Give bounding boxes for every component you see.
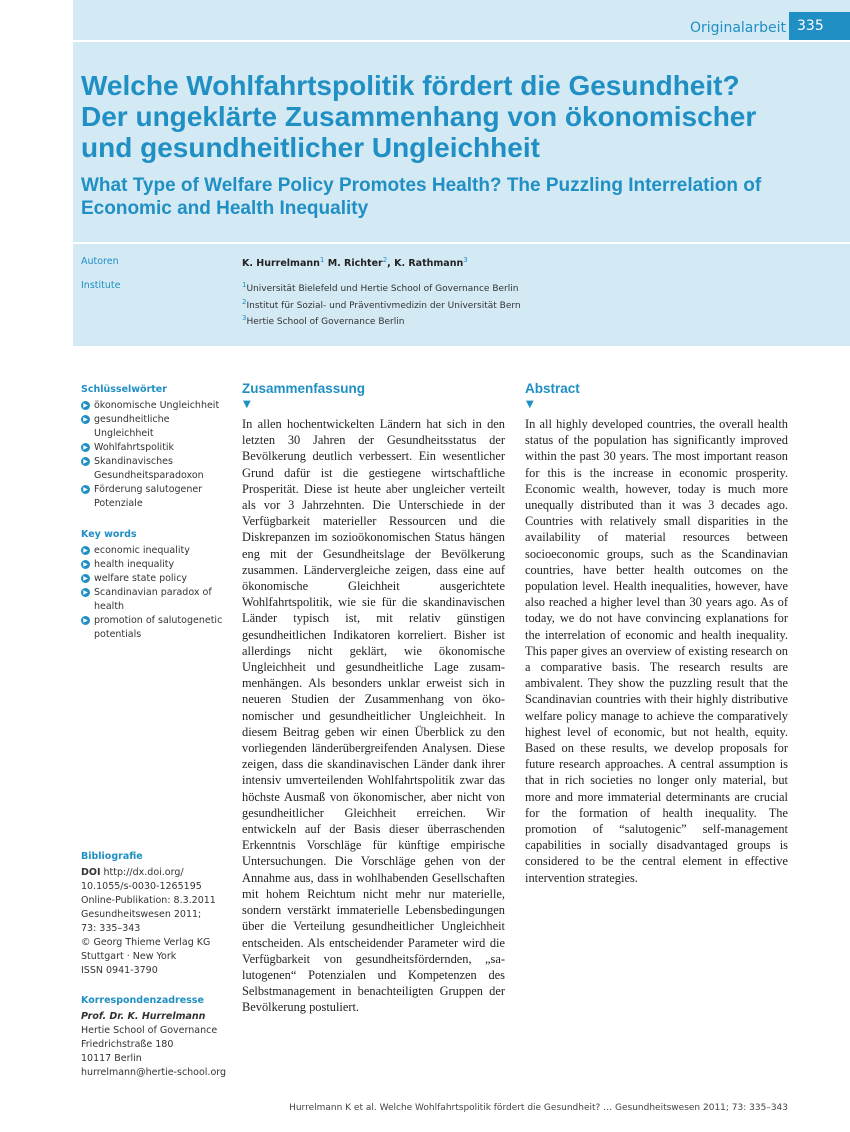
page-number: 335 <box>789 12 850 40</box>
address-line: 10117 Berlin <box>81 1053 142 1064</box>
institute-list <box>242 279 521 329</box>
keywords-en-list <box>81 544 231 642</box>
abstract-en-heading: Abstract <box>525 381 580 396</box>
keyword-text: promotion of salutogenetic <box>94 615 223 626</box>
keyword-item <box>81 413 231 441</box>
keyword-item <box>81 544 231 558</box>
biblio-line: Online-Publikation: 8.3.2011 <box>81 895 216 906</box>
circle-arrow-icon: ▶ <box>81 546 90 555</box>
circle-arrow-icon: ▶ <box>81 560 90 569</box>
institute-number: 2 <box>242 297 247 306</box>
biblio-line: © Georg Thieme Verlag KG <box>81 937 211 948</box>
keywords-en <box>81 528 231 642</box>
author-affiliation: 2 <box>382 256 388 264</box>
abstract-en-text: In all highly developed countries, the overall health status of the population has significantly improved within the past 30 years. The most important reason for this is the increase in economic prosperity. Economic wealth, however, today is much more unequally distributed than it was 3 decades ago. Countries with relatively small disparities in the availability of material resources between socioeconomic groups, such as the Scandinavian countries, have better health outcomes on the population level. Health inequalities, however, have also reached a higher level than 30 years ago. As of today, we do not have convincing explanations for the interrelation of economic and health inequality. This paper gives an overview of existing research on a comparative basis. The research results are ambivalent. They show the puzzling result that the Scandinavian countries with their highly distributive welfare policy manage to achieve the comparatively highest level of economic, but not health, equity. Based on these results, we develop proposals for future research approaches. A central assumption is that in rich societies no longer only material, but more and more immaterial determinants are crucial for the formation of health inequality. The promotion of “salutogenic” self-management capabilities in socially disadvantaged groups is considered to be the central element in effective intervention strategies. <box>525 417 788 885</box>
author-name: K. Rathmann <box>394 258 464 270</box>
keyword-item <box>81 558 231 572</box>
keyword-text: Skandinavisches <box>94 456 173 467</box>
biblio-line: Stuttgart · New York <box>81 951 177 962</box>
author-list: K. Hurrelmann$^1$ M. Richter$^2$, K. Rathmann$^3$ <box>242 256 468 270</box>
correspondence-heading: Korrespondenzadresse <box>81 995 204 1006</box>
keyword-text: Potenziale <box>94 498 143 509</box>
circle-arrow-icon: ▶ <box>81 574 90 583</box>
keyword-item <box>81 399 231 413</box>
keyword-item <box>81 441 231 455</box>
biblio-line: 10.1055/s-0030-1265195 <box>81 881 202 892</box>
article-title-de <box>81 70 821 163</box>
title-en-line: Economic and Health Inequality <box>81 198 369 219</box>
institute-name: Institut für Sozial- und Präventivmedizin der Universität Bern <box>246 300 521 311</box>
biblio-line: Gesundheitswesen 2011; <box>81 909 202 920</box>
circle-arrow-icon: ▶ <box>81 401 90 410</box>
keyword-text: ökonomische Ungleichheit <box>94 400 220 411</box>
institute-name: Hertie School of Governance Berlin <box>246 317 405 327</box>
address-line: Hertie School of Governance <box>81 1025 218 1036</box>
biblio-line: 73: 335–343 <box>81 923 141 934</box>
doi-label: DOI <box>81 867 101 878</box>
institutes-label: Institute <box>81 280 121 291</box>
keyword-item <box>81 572 231 586</box>
keyword-text: Wohlfahrtspolitik <box>94 442 175 453</box>
circle-arrow-icon: ▶ <box>81 616 90 625</box>
author-name: M. Richter <box>327 258 383 270</box>
circle-arrow-icon: ▶ <box>81 485 90 494</box>
circle-arrow-icon: ▶ <box>81 457 90 466</box>
keyword-text: Gesundheitsparadoxon <box>94 470 204 481</box>
keyword-item <box>81 614 231 642</box>
title-de-line: und gesundheitlicher Ungleichheit <box>81 132 540 163</box>
institute-line <box>242 312 521 329</box>
institute-number: 3 <box>242 314 247 322</box>
article-title-en <box>81 174 821 220</box>
abstract-de-text: In allen hochentwickelten Ländern hat sich in den letzten 30 Jahren der Gesundheitsstatus der Bevölkerung deutlich verbessert. Ein wesentlicher Grund dafür ist die gestiegene wirtschaftliche Prosperität. Diese ist heute aber ungleicher verteilt als vor 3 Jahrzehnten. Die Unterschiede in der Verfügbarkeit materieller Ressourcen und die Diskrepanzen im sozioökonomischen Status hängen eng mit der Gesundheitslage der Bevölkerung zusammen. Ländervergleiche zeigen, dass eine auf ökonomische Gleichheit ausgerichtete Wohlfahrtspolitik, wie sie für die skandinavischen Länder typisch ist, mit relativ günstigen gesundheitlichen Indikatoren korreliert. Bisher ist allerdings nicht geklärt, wie ökonomische Ungleichheit und gesundheitliche Lage zusammenhängen. Als besonders unklar erweist sich in neueren Studien der Zusammenhang von ökonomischer und gesundheitlicher Ungleichheit. In diesem Beitrag geben wir einen Überblick zu den vorliegenden länderübergreifenden Analysen. Diese zeigen, dass die skandinavischen Länder dank ihrer intensiv umverteilenden Wohlfahrtspolitik zwar das höchste Ausmaß von ökonomischer, aber nicht von gesundheitlicher Gleichheit erreichen. Wir entwickeln auf der Basis dieser überraschenden Erkenntnis Vorschläge für künftige empirische Untersuchungen. Die Vorschläge gehen von der Annahme aus, dass in wohlhabenden Gesellschaften mit hohem Reichtum nicht mehr nur materielle, sondern verstärkt immaterielle Lebensbedingungen über die Verteilung gesundheitlicher Ungleichheit entscheiden. Als entscheidender Parameter wird die Verfügbarkeit von gesundheitsfördernden, „salutogenen“ Potenzialen und Kompetenzen des Selbstmanagement in benachteiligten Gruppen der Bevölkerung postuliert. <box>242 417 505 1015</box>
down-triangle-icon: ▼ <box>526 399 534 410</box>
doi-link[interactable]: http://dx.doi.org/ <box>103 867 184 878</box>
keyword-text: health <box>94 601 125 612</box>
biblio-line: ISSN 0941-3790 <box>81 965 158 976</box>
doi-line <box>81 866 231 880</box>
keyword-text: Ungleichheit <box>94 428 154 439</box>
bibliography-heading: Bibliografie <box>81 851 143 862</box>
correspondence-name: Prof. Dr. K. Hurrelmann <box>81 1011 206 1022</box>
circle-arrow-icon: ▶ <box>81 415 90 424</box>
keywords-de-list <box>81 399 231 511</box>
title-de-line: Welche Wohlfahrtspolitik fördert die Gesundheit? <box>81 70 740 101</box>
keyword-text: health inequality <box>94 559 175 570</box>
page-footer: Hurrelmann K et al. Welche Wohlfahrtspolitik fördert die Gesundheit? … Gesundheitswesen 2011; 73: 335–343 <box>289 1103 788 1113</box>
address-line: Friedrichstraße 180 <box>81 1039 174 1050</box>
keywords-de <box>81 383 231 511</box>
keyword-item <box>81 483 231 511</box>
circle-arrow-icon: ▶ <box>81 443 90 452</box>
keyword-text: welfare state policy <box>94 573 188 584</box>
bibliography <box>81 850 231 978</box>
title-divider <box>73 242 850 244</box>
title-en-line: What Type of Welfare Policy Promotes Health? The Puzzling Interrelation of <box>81 175 762 196</box>
keywords-en-heading: Key words <box>81 529 137 540</box>
author-affiliation: 1 <box>319 256 325 264</box>
section-label: Originalarbeit <box>690 20 786 36</box>
down-triangle-icon: ▼ <box>243 399 251 410</box>
keyword-item <box>81 586 231 614</box>
keyword-text: Förderung salutogener <box>94 484 203 495</box>
keyword-text: potentials <box>94 629 142 640</box>
keyword-text: Scandinavian paradox of <box>94 587 212 598</box>
keyword-item <box>81 455 231 483</box>
keywords-de-heading: Schlüsselwörter <box>81 384 167 395</box>
institute-name: Universität Bielefeld und Hertie School of Governance Berlin <box>246 284 519 294</box>
institute-line <box>242 279 521 296</box>
title-de-line: Der ungeklärte Zusammenhang von ökonomischer <box>81 101 757 132</box>
correspondence <box>81 994 231 1080</box>
email-link[interactable]: hurrelmann@hertie-school.org <box>81 1067 227 1078</box>
author-affiliation: 3 <box>463 256 468 264</box>
header-divider <box>73 40 850 42</box>
keyword-text: economic inequality <box>94 545 190 556</box>
abstract-de-heading: Zusammenfassung <box>242 381 366 396</box>
institute-number: 1 <box>242 281 247 289</box>
circle-arrow-icon: ▶ <box>81 588 90 597</box>
institute-line <box>242 296 521 313</box>
author-name: K. Hurrelmann <box>242 258 320 270</box>
keyword-text: gesundheitliche <box>94 414 170 425</box>
authors-label: Autoren <box>81 256 119 267</box>
